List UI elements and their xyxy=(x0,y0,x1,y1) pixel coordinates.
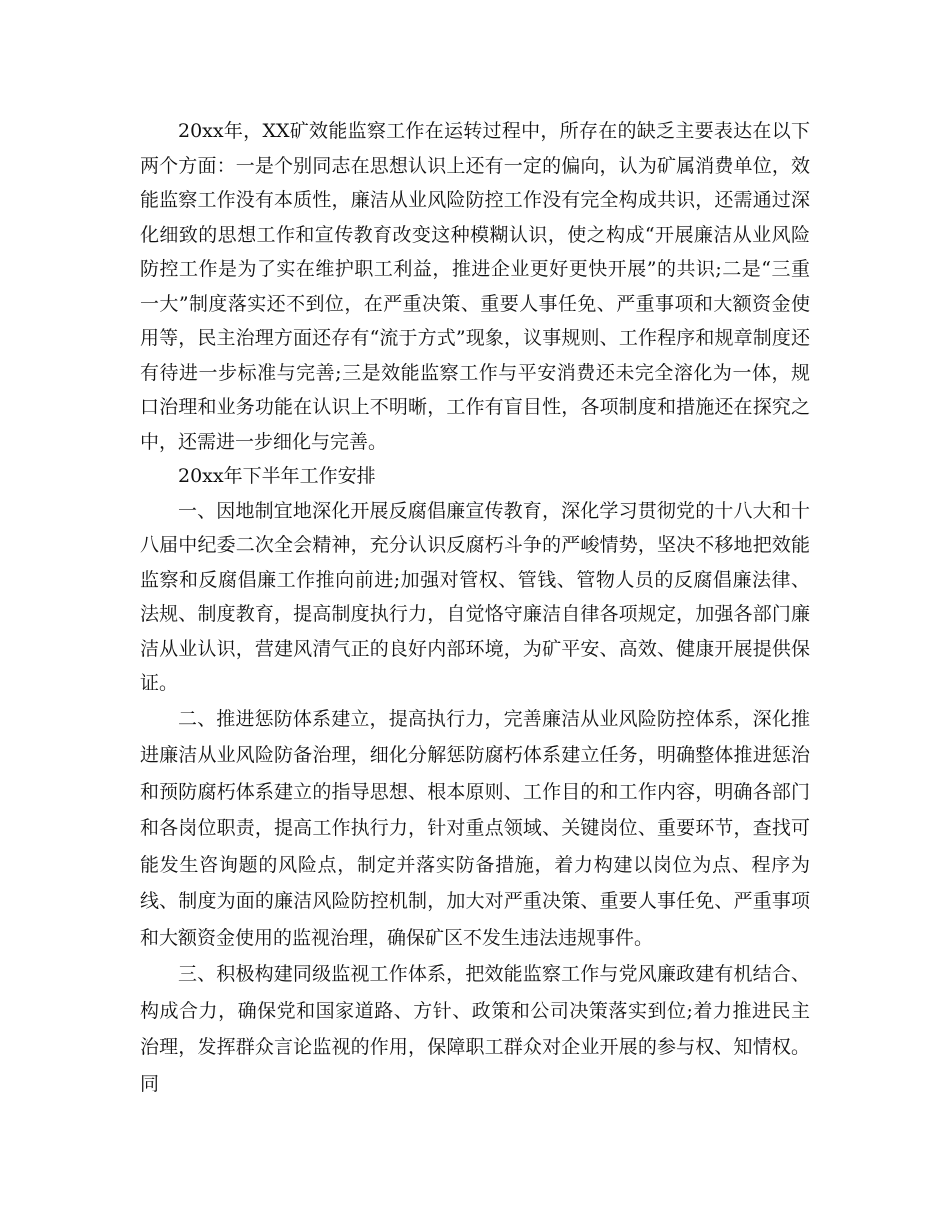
paragraph-plan-item-1: 一、因地制宜地深化开展反腐倡廉宣传教育，深化学习贯彻党的十八大和十八届中纪委二次全会精神，充分认识反腐朽斗争的严峻情势，坚决不移地把效能监察和反腐倡廉工作推向前进;加强对管权、管钱、管物人员的反腐倡廉法律、法规、制度教育，提高制度执行力，自觉恪守廉洁自律各项规定，加强各部门廉洁从业认识，营建风清气正的良好内部环境，为矿平安、高效、健康开展提供保证。 xyxy=(140,499,810,694)
paragraph-plan-item-2: 二、推进惩防体系建立，提高执行力，完善廉洁从业风险防控体系，深化推进廉洁从业风险防备治理，细化分解惩防腐朽体系建立任务，明确整体推进惩治和预防腐朽体系建立的指导思想、根本原则、工作目的和工作内容，明确各部门和各岗位职责，提高工作执行力，针对重点领域、关键岗位、重要环节，查找可能发生咨询题的风险点，制定并落实防备措施，着力构建以岗位为点、程序为线、制度为面的廉洁风险防控机制，加大对严重决策、重要人事任免、严重事项和大额资金使用的监视治理，确保矿区不发生违法违规事件。 xyxy=(140,707,810,949)
paragraph-plan-item-3: 三、积极构建同级监视工作体系，把效能监察工作与党风廉政建有机结合、构成合力，确保党和国家道路、方针、政策和公司决策落实到位;着力推进民主治理，发挥群众言论监视的作用，保障职工群众对企业开展的参与权、知情权。同 xyxy=(140,963,810,1095)
paragraph-problems: 20xx年，XX矿效能监察工作在运转过程中，所存在的缺乏主要表达在以下两个方面：一是个别同志在思想认识上还有一定的偏向，认为矿属消费单位，效能监察工作没有本质性，廉洁从业风险防控工作没有完全构成共识，还需通过深化细致的思想工作和宣传教育改变这种模糊认识，使之构成“开展廉洁从业风险防控工作是为了实在维护职工利益，推进企业更好更快开展”的共识;二是“三重一大”制度落实还不到位，在严重决策、重要人事任免、严重事项和大额资金使用等，民主治理方面还存有“流于方式”现象，议事规则、工作程序和规章制度还有待进一步标准与完善;三是效能监察工作与平安消费还未完全溶化为一体，规口治理和业务功能在认识上不明晰，工作有盲目性，各项制度和措施还在探究之中，还需进一步细化与完善。 xyxy=(140,120,810,453)
section-heading-work-plan: 20xx年下半年工作安排 xyxy=(178,465,376,487)
document-body xyxy=(140,114,810,1102)
